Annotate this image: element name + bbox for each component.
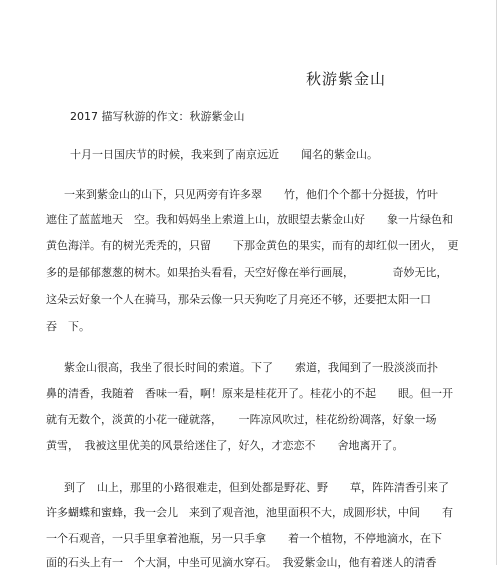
page-edge-divider [496, 0, 497, 565]
document-title: 秋游紫金山 [306, 70, 387, 88]
paragraph-line: 就有无数个，淡黄的小花一碰就落， 一阵凉风吹过，桂花纷纷凋落，好象一场 [46, 413, 437, 426]
paragraph-line: 黄色海洋。有的树光秃秃的，只留 下那金黄色的果实，而有的却红似一团火， 更 [46, 239, 459, 252]
paragraph-line: 紫金山很高，我坐了很长时间的索道。下了 索道，我闻到了一股淡淡而扑 [64, 361, 438, 374]
paragraph-line: 遮住了蓝蓝地天 空。我和妈妈坐上索道上山，放眼望去紫金山好 象一片绿色和 [46, 213, 453, 226]
paragraph-line: 鼻的清香，我随着 香味一看，啊！原来是桂花开了。桂花小的不起 眼。但一开 [46, 387, 453, 400]
paragraph-line: 十月一日国庆节的时候，我来到了南京远近 闻名的紫金山。 [70, 148, 378, 161]
paragraph-line: 一个石观音，一只手里拿着池瓶，另一只手拿 着一个植物，不停地滴水，在下 [46, 532, 442, 545]
paragraph-line: 这朵云好象一个人在骑马，那朵云像一只天狗吃了月亮还不够，还要把太阳一口 [46, 293, 431, 306]
paragraph-line: 到了 山上，那里的小路很难走，但到处都是野花、野 草，阵阵清香引来了 [64, 481, 449, 494]
paragraph-line: 多的是郁郁葱葱的树木。如果抬头看看，天空好像在举行画展， 奇妙无比， [46, 266, 448, 279]
paragraph-line: 许多蝴蝶和蜜蜂，我一会儿 来到了观音池，池里面积不大，成圆形状，中间 有 [46, 506, 453, 519]
paragraph-line: 一来到紫金山的山下，只见两旁有许多翠 竹，他们个个都十分挺拔，竹叶 [64, 188, 438, 201]
paragraph-line: 黄雪， 我被这里优美的风景给迷住了，好久，才恋恋不 舍地离开了。 [46, 439, 404, 452]
paragraph-line: 面的石头上有一 个大洞，中坐可见滴水穿石。 我爱紫金山，他有着迷人的清香 [46, 556, 437, 569]
document-subtitle: 2017 描写秋游的作文：秋游紫金山 [70, 110, 245, 123]
paragraph-line: 吞 下。 [46, 320, 90, 333]
